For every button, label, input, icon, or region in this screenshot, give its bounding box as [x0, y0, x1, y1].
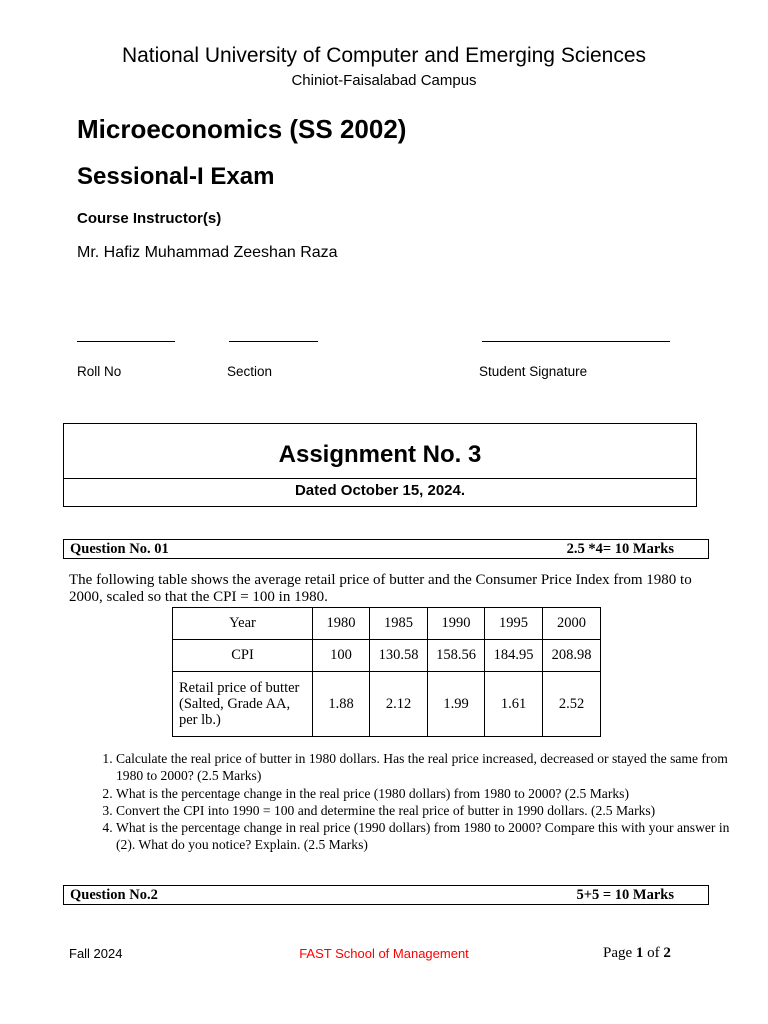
table-row-label: CPI — [173, 640, 313, 672]
price-table — [172, 607, 601, 737]
page-prefix: Page — [603, 945, 633, 961]
course-title: Microeconomics (SS 2002) — [77, 114, 407, 144]
question-1-parts — [86, 750, 736, 854]
table-cell: 1.88 — [313, 672, 370, 737]
footer-page-number — [603, 945, 671, 962]
table-cell: 2.52 — [543, 672, 601, 737]
page-of: of — [647, 945, 660, 961]
table-row-butter-price — [173, 672, 601, 737]
table-cell: 100 — [313, 640, 370, 672]
roll-no-line — [77, 333, 175, 342]
table-cell: 2.12 — [370, 672, 428, 737]
signature-line — [482, 333, 670, 342]
page-current: 1 — [635, 945, 644, 961]
instructor-heading: Course Instructor(s) — [77, 210, 222, 227]
footer-term: Fall 2024 — [69, 946, 123, 961]
question-1-header — [63, 539, 709, 559]
table-row-label: Retail price of butter (Salted, Grade AA, per lb.) — [173, 672, 313, 737]
student-signature-label: Student Signature — [479, 364, 588, 379]
table-cell: 1980 — [313, 608, 370, 640]
exam-title: Sessional-I Exam — [77, 163, 275, 190]
question-1-marks: 2.5 *4= 10 Marks — [566, 541, 674, 557]
question-1-label: Question No. 01 — [70, 541, 169, 557]
assignment-title: Assignment No. 3 — [64, 424, 696, 479]
university-name: National University of Computer and Emerging Sciences — [121, 44, 647, 67]
question-2-header — [63, 885, 709, 905]
question-2-marks: 5+5 = 10 Marks — [576, 887, 674, 903]
table-cell: 184.95 — [485, 640, 543, 672]
page-total: 2 — [663, 945, 671, 961]
table-cell: 2000 — [543, 608, 601, 640]
question-1-intro: The following table shows the average retail price of butter and the Consumer Price Index from 1980 to 2000, scaled so that the CPI = 100 in 1980. — [69, 572, 692, 605]
table-row-cpi — [173, 640, 601, 672]
assignment-date: Dated October 15, 2024. — [294, 482, 466, 499]
table-cell: 1990 — [428, 608, 485, 640]
list-item: 2. What is the percentage change in the real price (1980 dollars) from 1980 to 2000? (2.5 Marks) — [116, 785, 736, 802]
question-2-label: Question No.2 — [70, 887, 158, 903]
roll-no-label: Roll No — [77, 364, 122, 379]
table-row-label: Year — [173, 608, 313, 640]
table-cell: 208.98 — [543, 640, 601, 672]
table-cell: 1985 — [370, 608, 428, 640]
list-item: 4. What is the percentage change in real price (1990 dollars) from 1980 to 2000? Compare this with your answer in (2). What do you notice? Explain. (2.5 Marks) — [116, 819, 736, 854]
instructor-name: Mr. Hafiz Muhammad Zeeshan Raza — [77, 244, 338, 261]
campus-name: Chiniot-Faisalabad Campus — [291, 72, 477, 89]
table-cell: 158.56 — [428, 640, 485, 672]
table-cell: 1.61 — [485, 672, 543, 737]
assignment-box — [63, 423, 697, 507]
list-item: 3. Convert the CPI into 1990 = 100 and determine the real price of butter in 1990 dollars. (2.5 Marks) — [116, 802, 736, 819]
table-cell: 1995 — [485, 608, 543, 640]
table-row-year — [173, 608, 601, 640]
table-cell: 1.99 — [428, 672, 485, 737]
table-cell: 130.58 — [370, 640, 428, 672]
section-label: Section — [227, 364, 273, 379]
footer-school: FAST School of Management — [299, 946, 469, 961]
list-item: 1. Calculate the real price of butter in 1980 dollars. Has the real price increased, decreased or stayed the same from 1980 to 2000? (2.5 Marks) — [116, 750, 736, 785]
section-line — [229, 333, 318, 342]
